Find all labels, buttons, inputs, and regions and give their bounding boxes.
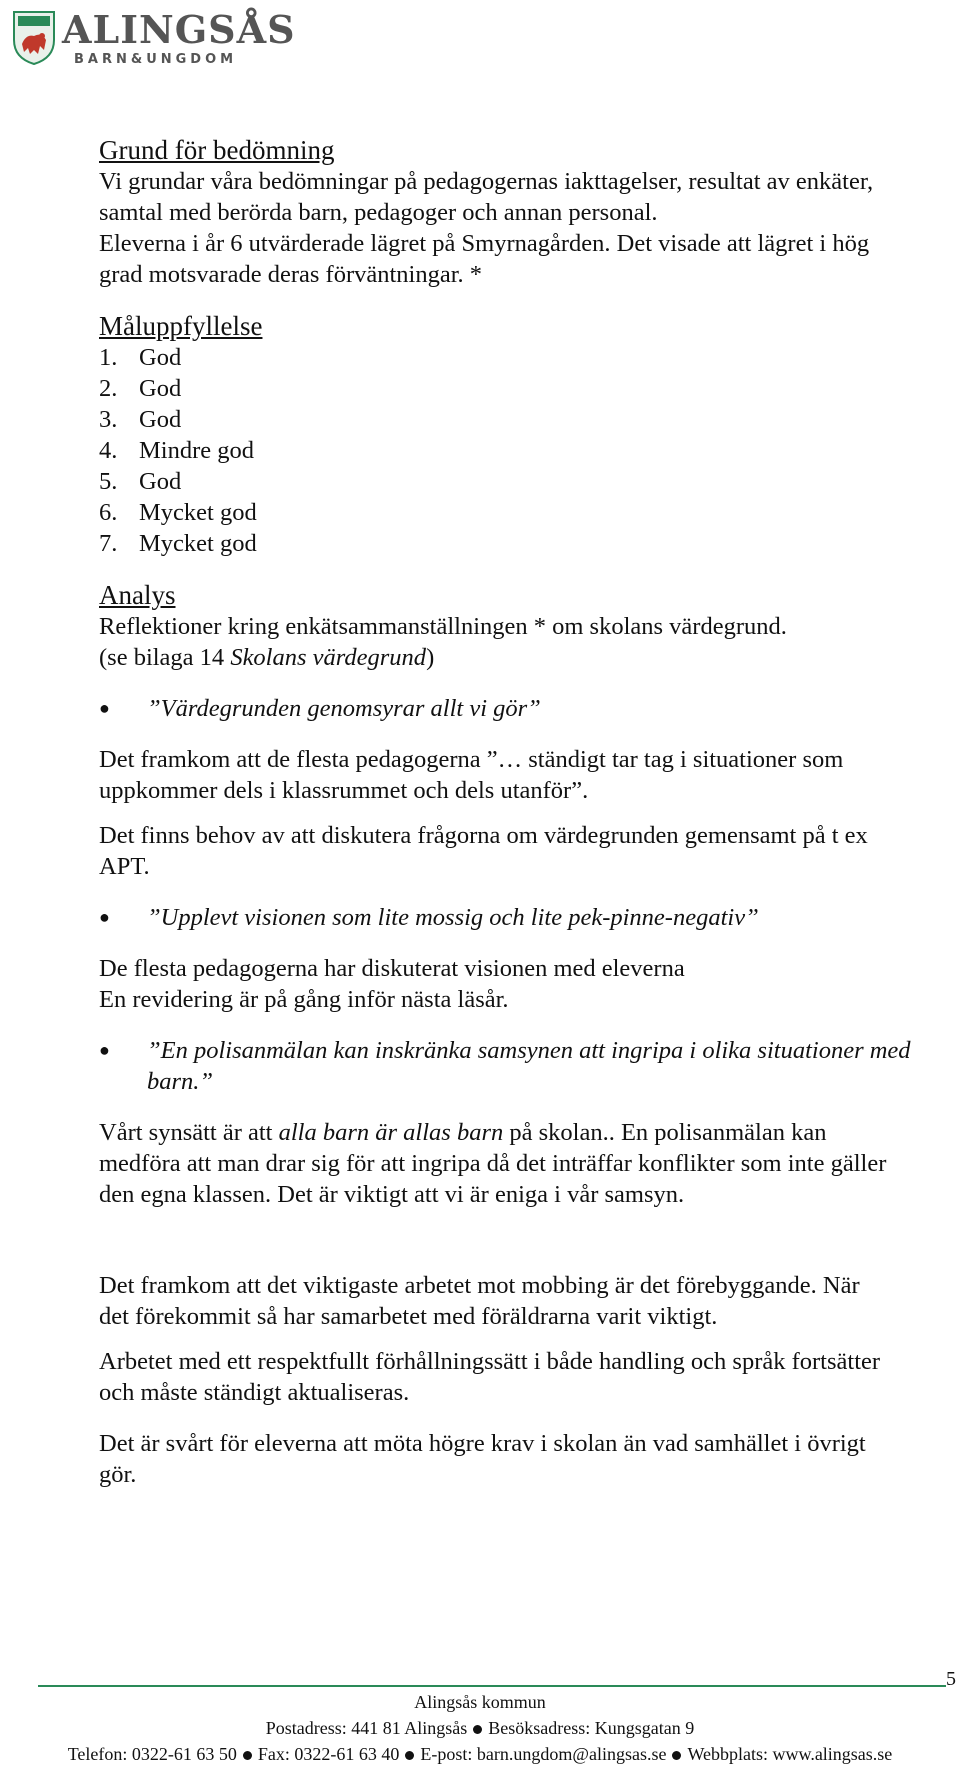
analys-para-2-line-1: Det finns behov av att diskutera frågorna om värdegrunden gemensamt på t ex [99, 822, 868, 849]
bullet-icon: ● [99, 907, 110, 927]
list-item: 2. God [99, 375, 182, 402]
footer-email-link[interactable]: E-post: barn.ungdom@alingsas.se [420, 1744, 667, 1764]
list-item: 3. God [99, 406, 182, 433]
logo-subtitle: BARN&UNGDOM [74, 52, 238, 67]
heading-grund: Grund för bedömning [99, 135, 335, 165]
bullet-icon [473, 1725, 482, 1734]
bullet-icon: ● [99, 698, 110, 718]
analys-para-5-line-2: det förekommit så har samarbetet med föräldrarna varit viktigt. [99, 1303, 718, 1330]
analys-para-6-line-2: och måste ständigt aktualiseras. [99, 1379, 410, 1406]
footer-fax: Fax: 0322-61 63 40 [257, 1744, 400, 1764]
grund-line-4: grad motsvarade deras förväntningar. * [99, 261, 483, 288]
analys-reference: (se bilaga 14 Skolans värdegrund) [99, 644, 435, 671]
footer-contact-line [0, 1744, 960, 1765]
footer-besoksadress: Besöksadress: Kungsgatan 9 [488, 1718, 695, 1738]
quote-list-2 [99, 902, 939, 933]
analys-intro: Reflektioner kring enkätsammanställningen * om skolans värdegrund. [99, 613, 787, 640]
analys-para-4-line-2: medföra att man drar sig för att ingripa då det inträffar konflikter som inte gäller [99, 1150, 887, 1177]
heading-analys: Analys [99, 580, 176, 610]
document-body [99, 134, 939, 1490]
analys-para-2-line-2: APT. [99, 853, 150, 880]
bullet-icon [243, 1751, 252, 1760]
analys-para-1-line-1: Det framkom att de flesta pedagogerna ”… ständigt tar tag i situationer som [99, 746, 844, 773]
bullet-icon: ● [99, 1040, 110, 1060]
quote-item: ● ”Värdegrunden genomsyrar allt vi gör” [99, 695, 541, 722]
grund-line-2: samtal med berörda barn, pedagoger och annan personal. [99, 199, 658, 226]
footer-website-link[interactable]: Webbplats: www.alingsas.se [687, 1744, 893, 1764]
analys-para-3-line-1: De flesta pedagogerna har diskuterat visionen med eleverna [99, 955, 685, 982]
page-number: 5 [946, 1668, 956, 1690]
footer-divider [38, 1685, 946, 1687]
analys-para-7-line-1: Det är svårt för eleverna att möta högre krav i skolan än vad samhället i övrigt [99, 1430, 866, 1457]
quote-item: ● ”En polisanmälan kan inskränka samsynen att ingripa i olika situationer med barn.” [99, 1037, 911, 1095]
footer-telefon: Telefon: 0322-61 63 50 [67, 1744, 237, 1764]
list-item: 6. Mycket god [99, 499, 257, 526]
analys-para-4-line-1: Vårt synsätt är att alla barn är allas barn på skolan.. En polisanmälan kan [99, 1119, 827, 1146]
list-item: 1. God [99, 344, 182, 371]
quote-item: ● ”Upplevt visionen som lite mossig och lite pek-pinne-negativ” [99, 904, 759, 931]
list-item: 5. God [99, 468, 182, 495]
quote-list-3 [99, 1035, 939, 1097]
analys-para-5-line-1: Det framkom att det viktigaste arbetet mot mobbing är det förebyggande. När [99, 1272, 860, 1299]
analys-para-6-line-1: Arbetet med ett respektfullt förhållningssätt i både handling och språk fortsätter [99, 1348, 881, 1375]
bullet-icon [672, 1751, 681, 1760]
alingsas-logo [12, 7, 296, 68]
coat-of-arms-icon [12, 10, 56, 66]
logo-title: ALINGSÅS [62, 7, 296, 52]
grund-line-3: Eleverna i år 6 utvärderade lägret på Smyrnagården. Det visade att lägret i hög [99, 230, 870, 257]
footer-postadress: Postadress: 441 81 Alingsås [265, 1718, 468, 1738]
footer-address-line [0, 1718, 960, 1739]
list-item: 4. Mindre god [99, 437, 254, 464]
bullet-icon [405, 1751, 414, 1760]
heading-maluppfyllelse: Måluppfyllelse [99, 311, 263, 341]
footer-org: Alingsås kommun [414, 1692, 546, 1712]
analys-para-3-line-2: En revidering är på gång inför nästa läsår. [99, 986, 509, 1013]
list-item: 7. Mycket god [99, 530, 257, 557]
analys-para-7-line-2: gör. [99, 1461, 137, 1488]
analys-para-1-line-2: uppkommer dels i klassrummet och dels utanför”. [99, 777, 589, 804]
goal-list [99, 342, 939, 559]
grund-line-1: Vi grundar våra bedömningar på pedagogernas iakttagelser, resultat av enkäter, [99, 168, 874, 195]
quote-list-1 [99, 693, 939, 724]
analys-para-4-line-3: den egna klassen. Det är viktigt att vi är eniga i vår samsyn. [99, 1181, 685, 1208]
